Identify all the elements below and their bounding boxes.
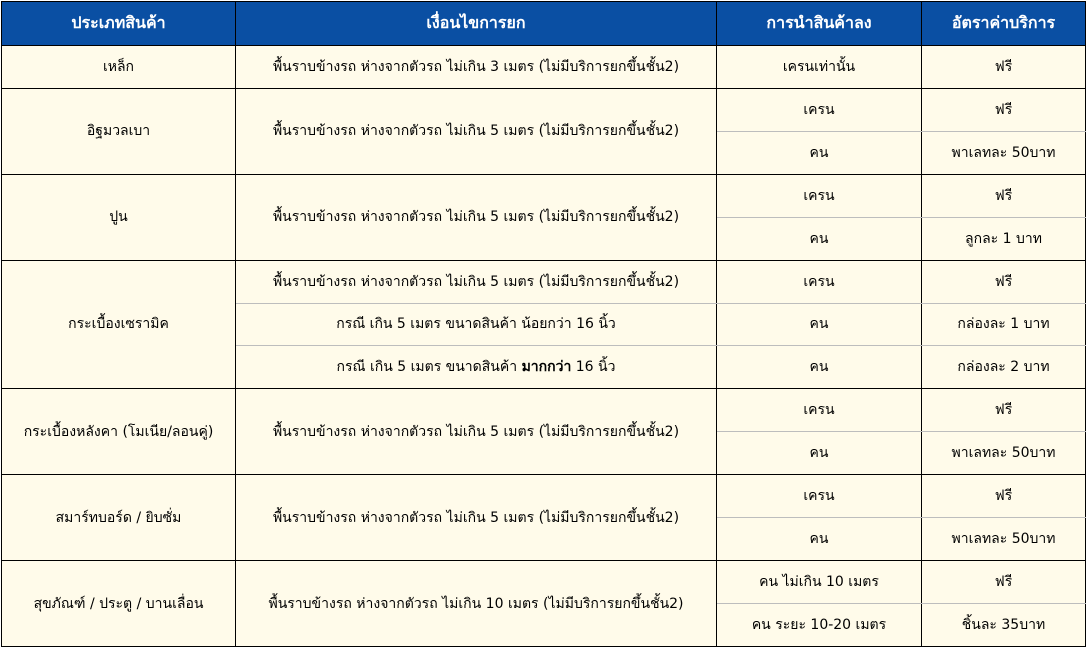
condition-text: 16 นิ้ว bbox=[571, 359, 616, 376]
unload-method: คน bbox=[717, 303, 922, 346]
unload-method: คน bbox=[717, 217, 922, 260]
product-name: เหล็ก bbox=[2, 46, 236, 89]
table-row bbox=[2, 389, 1086, 432]
product-name: กระเบื้องเซรามิค bbox=[2, 260, 236, 389]
service-rate: ฟรี bbox=[922, 88, 1086, 131]
service-rate: ฟรี bbox=[922, 561, 1086, 604]
service-rate: พาเลทละ 50บาท bbox=[922, 518, 1086, 561]
service-rate: กล่องละ 1 บาท bbox=[922, 303, 1086, 346]
service-rate: ชิ้นละ 35บาท bbox=[922, 603, 1086, 646]
table-row bbox=[2, 260, 1086, 303]
unload-method: เครน bbox=[717, 260, 922, 303]
service-rate-table bbox=[1, 1, 1086, 647]
unload-method: เครน bbox=[717, 475, 922, 518]
header-unloading: การนำสินค้าลง bbox=[717, 2, 922, 46]
table-row bbox=[2, 174, 1086, 217]
service-rate: ฟรี bbox=[922, 389, 1086, 432]
service-rate: ฟรี bbox=[922, 475, 1086, 518]
service-rate: ลูกละ 1 บาท bbox=[922, 217, 1086, 260]
unload-method: คน bbox=[717, 131, 922, 174]
service-rate: ฟรี bbox=[922, 174, 1086, 217]
service-rate: พาเลทละ 50บาท bbox=[922, 131, 1086, 174]
header-row bbox=[2, 2, 1086, 46]
unload-method: เครนเท่านั้น bbox=[717, 46, 922, 89]
lifting-condition: พื้นราบข้างรถ ห่างจากตัวรถ ไม่เกิน 5 เมตร (ไม่มีบริการยกขึ้นชั้น2) bbox=[236, 174, 717, 260]
unload-method: คน ระยะ 10-20 เมตร bbox=[717, 603, 922, 646]
service-rate: พาเลทละ 50บาท bbox=[922, 432, 1086, 475]
header-product-type: ประเภทสินค้า bbox=[2, 2, 236, 46]
product-name: ปูน bbox=[2, 174, 236, 260]
lifting-condition: พื้นราบข้างรถ ห่างจากตัวรถ ไม่เกิน 5 เมตร (ไม่มีบริการยกขึ้นชั้น2) bbox=[236, 88, 717, 174]
service-rate: ฟรี bbox=[922, 260, 1086, 303]
unload-method: เครน bbox=[717, 389, 922, 432]
unload-method: เครน bbox=[717, 88, 922, 131]
header-lifting-condition: เงื่อนไขการยก bbox=[236, 2, 717, 46]
lifting-condition: พื้นราบข้างรถ ห่างจากตัวรถ ไม่เกิน 5 เมตร (ไม่มีบริการยกขึ้นชั้น2) bbox=[236, 475, 717, 561]
product-name: สมาร์ทบอร์ด / ยิบซั่ม bbox=[2, 475, 236, 561]
lifting-condition bbox=[236, 346, 717, 389]
product-name: อิฐมวลเบา bbox=[2, 88, 236, 174]
unload-method: คน ไม่เกิน 10 เมตร bbox=[717, 561, 922, 604]
unload-method: คน bbox=[717, 346, 922, 389]
condition-emphasis: มากกว่า bbox=[521, 359, 572, 376]
unload-method: เครน bbox=[717, 174, 922, 217]
lifting-condition: กรณี เกิน 5 เมตร ขนาดสินค้า น้อยกว่า 16 นิ้ว bbox=[236, 303, 717, 346]
lifting-condition: พื้นราบข้างรถ ห่างจากตัวรถ ไม่เกิน 10 เมตร (ไม่มีบริการยกขึ้นชั้น2) bbox=[236, 561, 717, 647]
condition-text: กรณี เกิน 5 เมตร ขนาดสินค้า bbox=[336, 359, 522, 376]
unload-method: คน bbox=[717, 432, 922, 475]
header-service-rate: อัตราค่าบริการ bbox=[922, 2, 1086, 46]
product-name: กระเบื้องหลังคา (โมเนีย/ลอนคู่) bbox=[2, 389, 236, 475]
service-rate: กล่องละ 2 บาท bbox=[922, 346, 1086, 389]
lifting-condition: พื้นราบข้างรถ ห่างจากตัวรถ ไม่เกิน 3 เมตร (ไม่มีบริการยกขึ้นชั้น2) bbox=[236, 46, 717, 89]
table-row bbox=[2, 88, 1086, 131]
lifting-condition: พื้นราบข้างรถ ห่างจากตัวรถ ไม่เกิน 5 เมตร (ไม่มีบริการยกขึ้นชั้น2) bbox=[236, 389, 717, 475]
table-row bbox=[2, 561, 1086, 604]
lifting-condition: พื้นราบข้างรถ ห่างจากตัวรถ ไม่เกิน 5 เมตร (ไม่มีบริการยกขึ้นชั้น2) bbox=[236, 260, 717, 303]
unload-method: คน bbox=[717, 518, 922, 561]
service-rate: ฟรี bbox=[922, 46, 1086, 89]
table-row bbox=[2, 46, 1086, 89]
table-row bbox=[2, 475, 1086, 518]
product-name: สุขภัณฑ์ / ประตู / บานเลื่อน bbox=[2, 561, 236, 647]
